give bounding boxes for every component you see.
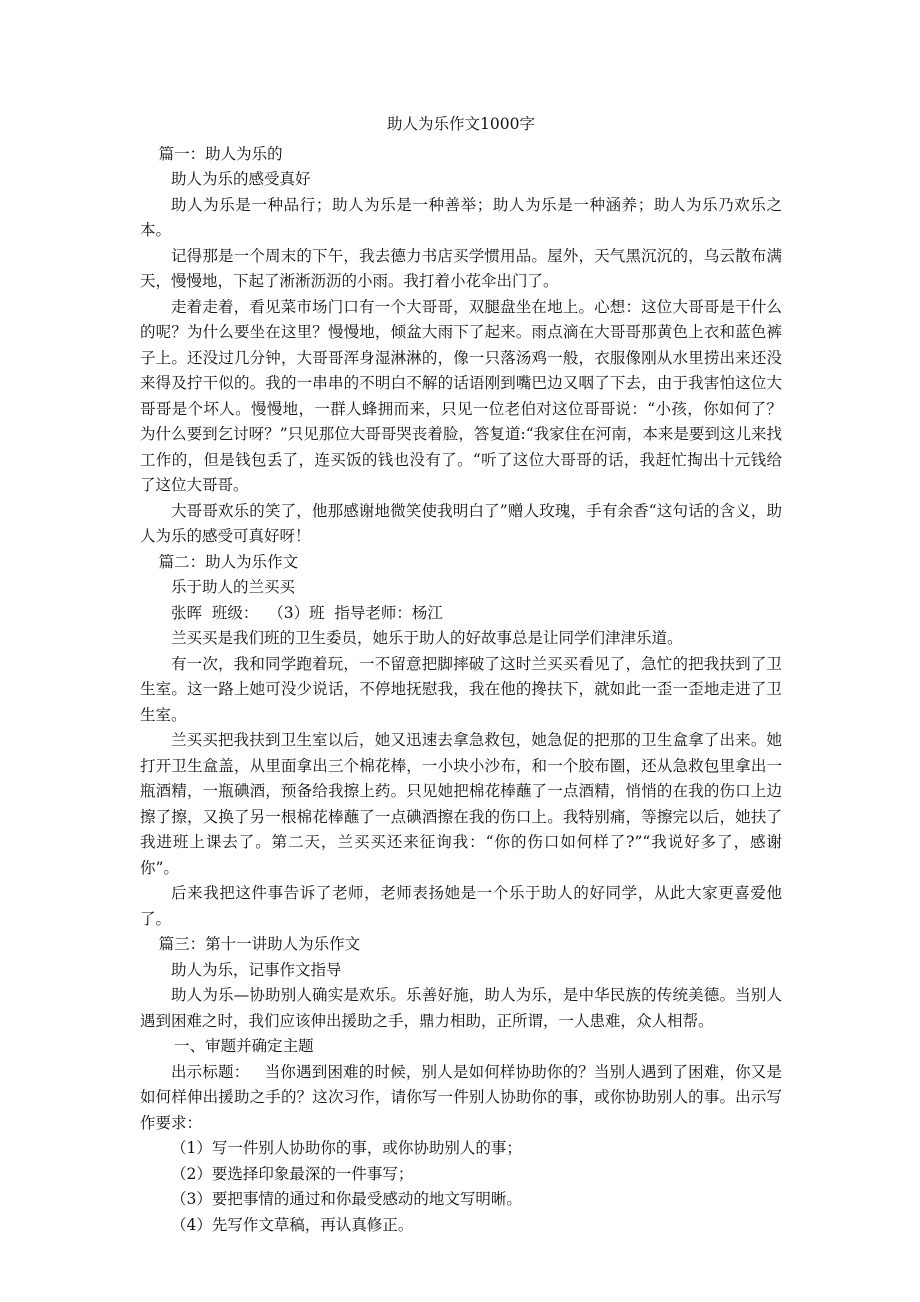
document-page bbox=[140, 112, 782, 1238]
part3-prompt: 出示标题： 当你遇到困难的时候，别人是如何样协助你的？当别人遇到了困难，你又是如何样伸出援助之手的？这次习作，请你写一件别人协助你的事，或你协助别人的事。出示写作要求： bbox=[140, 1062, 782, 1132]
part3-section-heading: 一、审题并确定主题 bbox=[174, 1037, 314, 1055]
part1-heading: 篇一：助人为乐的 bbox=[158, 144, 283, 163]
part2-heading: 篇二：助人为乐作文 bbox=[158, 552, 299, 571]
part1-paragraph: 大哥哥欢乐的笑了，他那感谢地微笑使我明白了”赠人玫瑰，手有余香“这句话的含义，助人为乐的感受可真好呀！ bbox=[140, 501, 782, 545]
part3-heading: 篇三：第十一讲助人为乐作文 bbox=[158, 935, 361, 953]
document-title: 助人为乐作文1000字 bbox=[387, 115, 535, 133]
part2-paragraph: 兰买买把我扶到卫生室以后，她又迅速去拿急救包，她急促的把那的卫生盒拿了出来。她打开卫生盒盖，从里面拿出三个棉花棒，一小块小沙布，和一个胶布圈，还从急救包里拿出一瓶酒精，一瓶碘酒，预备给我擦上药。只见她把棉花棒蘸了一点酒精，悄悄的在我的伤口上边擦了擦，又换了另一根棉花棒蘸了一点碘酒擦在我的伤口上。我特别痛，等擦完以后，她扶了我进班上课去了。第二天，兰买买还来征询我：“你的伤口如何样了?”“我说好多了，感谢你”。 bbox=[140, 731, 782, 877]
requirement-item: （1）写一件别人协助你的事，或你协助别人的事； bbox=[171, 1139, 522, 1157]
part1-paragraph: 助人为乐是一种品行；助人为乐是一种善举；助人为乐是一种涵养；助人为乐乃欢乐之本。 bbox=[140, 195, 782, 239]
part2-paragraph: 有一次，我和同学跑着玩，一不留意把脚摔破了这时兰买买看见了，急忙的把我扶到了卫生室。这一路上她可没少说话，不停地抚慰我，我在他的搀扶下，就如此一歪一歪地走进了卫生室。 bbox=[140, 654, 782, 724]
part1-paragraph: 走着走着，看见菜市场门口有一个大哥哥，双腿盘坐在地上。心想：这位大哥哥是干什么的呢？为什么要坐在这里？慢慢地，倾盆大雨下了起来。雨点滴在大哥哥那黄色上衣和蓝色裤子上。还没过几分钟，大哥哥浑身湿淋淋的，像一只落汤鸡一般，衣服像刚从水里捞出来还没来得及拧干似的。我的一串串的不明白不解的话语刚到嘴巴边又咽了下去，由于我害怕这位大哥哥是个坏人。慢慢地，一群人蜂拥而来，只见一位老伯对这位哥哥说：“小孩，你如何了？为什么要到乞讨呀？”只见那位大哥哥哭丧着脸，答复道:“我家住在河南，本来是要到这儿来找工作的，但是钱包丢了，连买饭的钱也没有了。“听了这位大哥哥的话，我赶忙掏出十元钱给了这位大哥哥。 bbox=[140, 297, 782, 494]
requirement-item: （2）要选择印象最深的一件事写； bbox=[171, 1164, 414, 1183]
part1-subtitle: 助人为乐的感受真好 bbox=[171, 170, 311, 188]
part2-paragraph: 后来我把这件事告诉了老师，老师表扬她是一个乐于助人的好同学，从此大家更喜爱他了。 bbox=[140, 884, 782, 928]
requirement-item: （3）要把事情的通过和你最受感动的地文写明晰。 bbox=[171, 1190, 522, 1208]
part2-byline: 张晖 班级： （3）班 指导老师：杨江 bbox=[171, 603, 443, 622]
part2-paragraph: 兰买买是我们班的卫生委员，她乐于助人的好故事总是让同学们津津乐道。 bbox=[171, 629, 683, 647]
part3-subtitle: 助人为乐，记事作文指导 bbox=[171, 960, 342, 979]
part1-paragraph: 记得那是一个周末的下午，我去德力书店买学惯用品。屋外，天气黑沉沉的，乌云散布满天，慢慢地，下起了淅淅沥沥的小雨。我打着小花伞出门了。 bbox=[140, 246, 782, 290]
requirement-item: （4）先写作文草稿，再认真修正。 bbox=[171, 1215, 414, 1234]
part3-intro: 助人为乐—协助别人确实是欢乐。乐善好施，助人为乐，是中华民族的传统美德。当别人遇到困难之时，我们应该伸出援助之手，鼎力相助，正所谓，一人患难，众人相帮。 bbox=[140, 986, 782, 1030]
part2-subtitle: 乐于助人的兰买买 bbox=[171, 578, 296, 596]
